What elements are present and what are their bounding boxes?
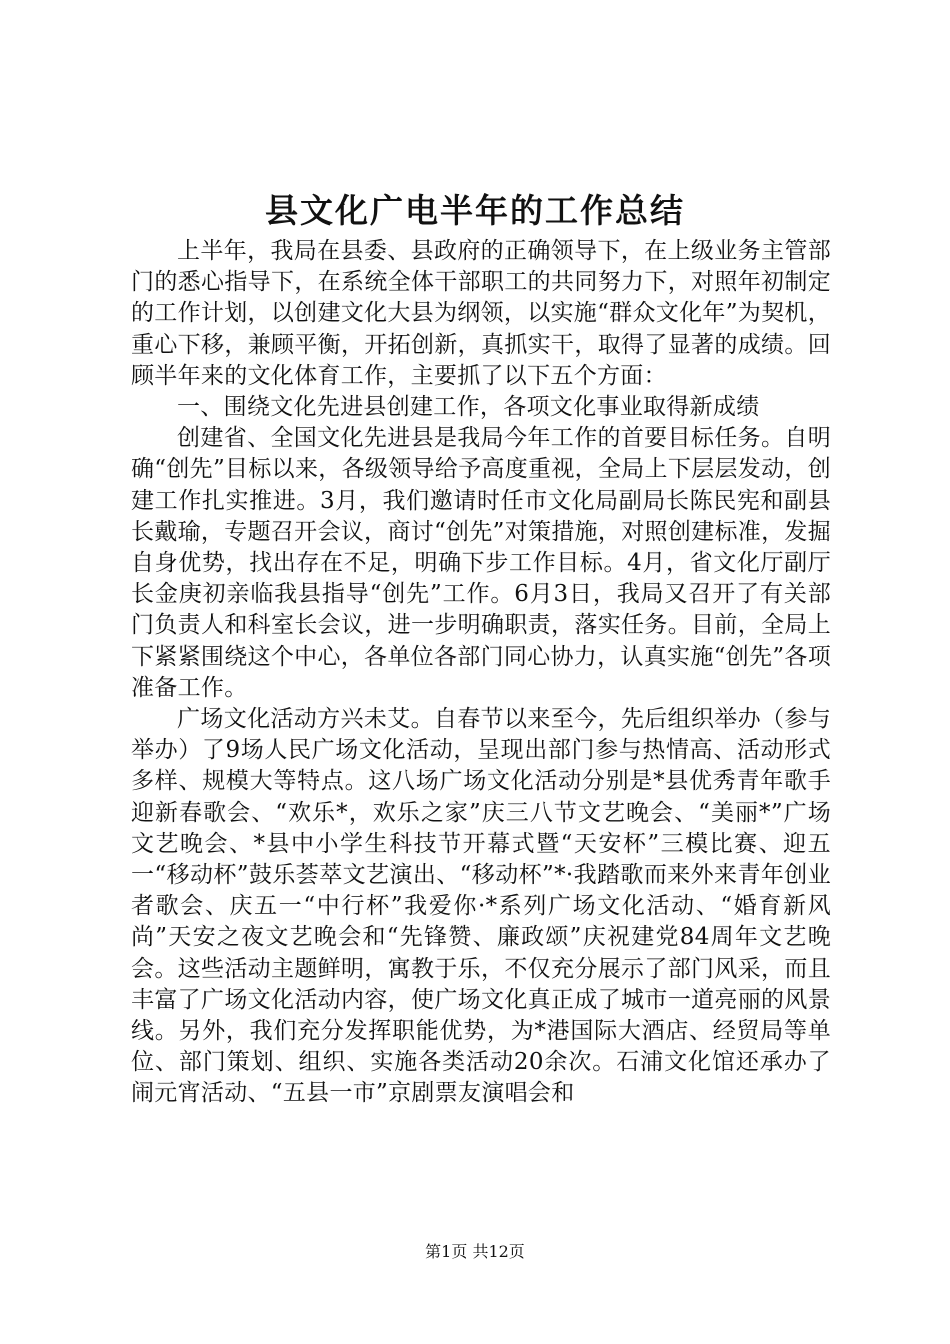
page-footer: 第1页 共12页 [425,1242,525,1261]
document-title: 县文化广电半年的工作总结 [265,191,685,230]
document-body [131,236,831,1110]
paragraph-creation: 创建省、全国文化先进县是我局今年工作的首要目标任务。自明确“创先”目标以来，各级领导给予高度重视，全局上下层层发动，创建工作扎实推进。3月，我们邀请时任市文化局副局长陈民宪和副县长戴瑜，专题召开会议，商讨“创先”对策措施，对照创建标准，发掘自身优势，找出存在不足，明确下步工作目标。4月，省文化厅副厅长金庚初亲临我县指导“创先”工作。6月3日，我局又召开了有关部门负责人和科室长会议，进一步明确职责，落实任务。目前，全局上下紧紧围绕这个中心，各单位各部门同心协力，认真实施“创先”各项准备工作。 [131,425,831,701]
section-heading-1: 一、围绕文化先进县创建工作，各项文化事业取得新成绩 [177,394,760,421]
paragraph-square-culture: 广场文化活动方兴未艾。自春节以来至今，先后组织举办（参与举办）了9场人民广场文化活动，呈现出部门参与热情高、活动形式多样、规模大等特点。这八场广场文化活动分别是*县优秀青年歌手迎新春歌会、“欢乐*，欢乐之家”庆三八节文艺晚会、“美丽*”广场文艺晚会、*县中小学生科技节开幕式暨“天安杯”三模比赛、迎五一“移动杯”鼓乐荟萃文艺演出、“移动杯”*·我踏歌而来外来青年创业者歌会、庆五一“中行杯”我爱你·*系列广场文化活动、“婚育新风尚”天安之夜文艺晚会和“先锋赞、廉政颂”庆祝建党84周年文艺晚会。这些活动主题鲜明，寓教于乐，不仅充分展示了部门风采，而且丰富了广场文化活动内容，使广场文化真正成了城市一道亮丽的风景线。另外，我们充分发挥职能优势，为*港国际大酒店、经贸局等单位、部门策划、组织、实施各类活动20余次。石浦文化馆还承办了闹元宵活动、“五县一市”京剧票友演唱会和 [131,706,831,1107]
paragraph-intro: 上半年，我局在县委、县政府的正确领导下，在上级业务主管部门的悉心指导下，在系统全体干部职工的共同努力下，对照年初制定的工作计划，以创建文化大县为纲领，以实施“群众文化年”为契机，重心下移，兼顾平衡，开拓创新，真抓实干，取得了显著的成绩。回顾半年来的文化体育工作，主要抓了以下五个方面： [131,238,831,389]
